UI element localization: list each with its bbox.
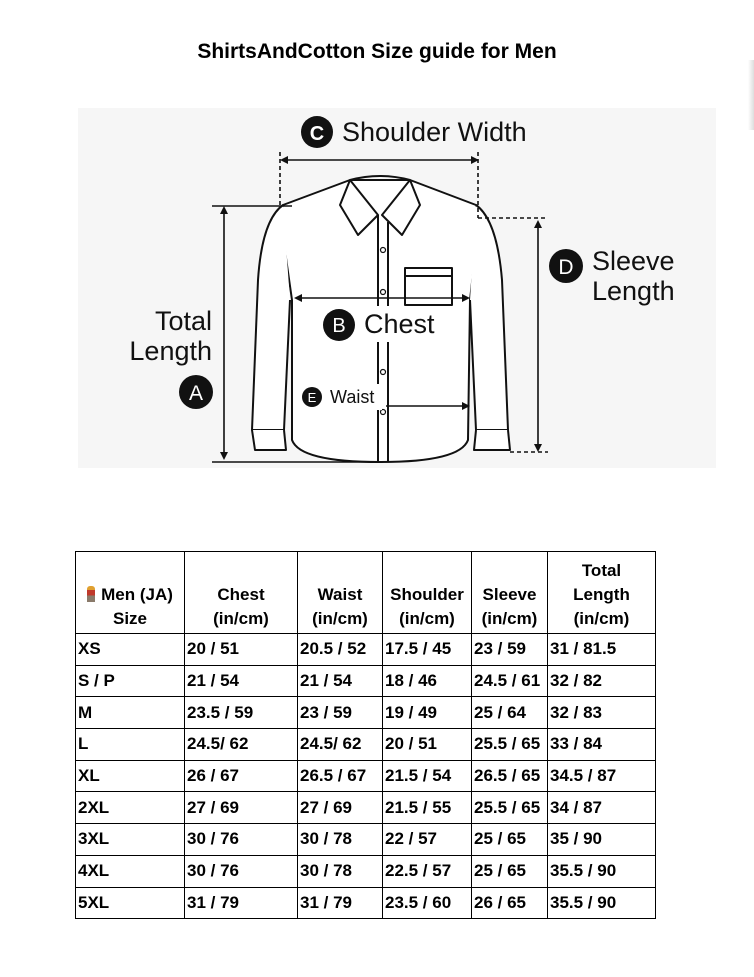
svg-text:Shoulder Width: Shoulder Width	[342, 117, 527, 147]
table-cell: 25.5 / 65	[472, 729, 548, 761]
window-edge-shadow	[748, 60, 754, 130]
table-cell: 25 / 65	[472, 855, 548, 887]
table-cell: 23.5 / 59	[185, 697, 298, 729]
table-header-row	[76, 552, 656, 634]
size-table	[75, 551, 656, 919]
svg-text:Chest: Chest	[364, 309, 435, 339]
table-cell: 26.5 / 65	[472, 760, 548, 792]
label-chest	[318, 306, 442, 342]
table-cell: 31 / 81.5	[548, 634, 656, 666]
svg-text:A: A	[188, 382, 204, 405]
table-cell: 24.5/ 62	[298, 729, 383, 761]
table-cell: 33 / 84	[548, 729, 656, 761]
table-cell: 24.5 / 61	[472, 665, 548, 697]
table-cell: 23 / 59	[298, 697, 383, 729]
table-cell: S / P	[76, 665, 185, 697]
table-row	[76, 792, 656, 824]
table-cell: 30 / 78	[298, 824, 383, 856]
table-row	[76, 887, 656, 919]
table-row	[76, 824, 656, 856]
svg-text:Total: Total	[154, 306, 212, 336]
table-cell: 32 / 82	[548, 665, 656, 697]
svg-text:Waist: Waist	[330, 387, 375, 407]
header-shoulder: Shoulder (in/cm)	[383, 552, 472, 634]
table-row	[76, 729, 656, 761]
header-waist: Waist (in/cm)	[298, 552, 383, 634]
table-cell: 25.5 / 65	[472, 792, 548, 824]
table-cell: 25 / 64	[472, 697, 548, 729]
table-cell: 20.5 / 52	[298, 634, 383, 666]
label-shoulder-width	[301, 116, 527, 148]
table-cell: M	[76, 697, 185, 729]
table-cell: 35 / 90	[548, 824, 656, 856]
header-total-length: Total Length (in/cm)	[548, 552, 656, 634]
header-chest: Chest (in/cm)	[185, 552, 298, 634]
table-cell: 21 / 54	[185, 665, 298, 697]
header-size: Men (JA) Size	[76, 552, 185, 634]
table-cell: 23 / 59	[472, 634, 548, 666]
table-cell: 31 / 79	[185, 887, 298, 919]
table-cell: 30 / 76	[185, 824, 298, 856]
table-cell: 25 / 65	[472, 824, 548, 856]
table-cell: XS	[76, 634, 185, 666]
table-cell: 3XL	[76, 824, 185, 856]
table-row	[76, 760, 656, 792]
svg-text:Length: Length	[129, 336, 212, 366]
table-cell: 19 / 49	[383, 697, 472, 729]
table-cell: 22 / 57	[383, 824, 472, 856]
svg-text:Length: Length	[592, 276, 675, 306]
table-cell: 22.5 / 57	[383, 855, 472, 887]
table-cell: 2XL	[76, 792, 185, 824]
table-cell: 30 / 76	[185, 855, 298, 887]
table-cell: 32 / 83	[548, 697, 656, 729]
table-row	[76, 697, 656, 729]
svg-text:E: E	[307, 390, 317, 405]
table-cell: 18 / 46	[383, 665, 472, 697]
table-cell: 20 / 51	[185, 634, 298, 666]
table-cell: 21.5 / 55	[383, 792, 472, 824]
table-cell: 34.5 / 87	[548, 760, 656, 792]
svg-text:Sleeve: Sleeve	[592, 246, 675, 276]
table-cell: 23.5 / 60	[383, 887, 472, 919]
label-sleeve-length	[549, 246, 675, 306]
svg-text:D: D	[558, 256, 574, 279]
table-cell: 26 / 67	[185, 760, 298, 792]
table-cell: 35.5 / 90	[548, 855, 656, 887]
page-title: ShirtsAndCotton Size guide for Men	[197, 40, 557, 63]
header-sleeve: Sleeve (in/cm)	[472, 552, 548, 634]
table-cell: 5XL	[76, 887, 185, 919]
table-row	[76, 665, 656, 697]
table-cell: 31 / 79	[298, 887, 383, 919]
table-row	[76, 855, 656, 887]
label-total-length	[129, 306, 213, 409]
table-cell: 21 / 54	[298, 665, 383, 697]
table-cell: L	[76, 729, 185, 761]
table-row	[76, 634, 656, 666]
table-cell: 4XL	[76, 855, 185, 887]
table-cell: 27 / 69	[185, 792, 298, 824]
shirt-measurement-diagram	[78, 108, 716, 468]
person-icon	[87, 586, 95, 602]
table-cell: 34 / 87	[548, 792, 656, 824]
table-cell: 26.5 / 67	[298, 760, 383, 792]
table-cell: 35.5 / 90	[548, 887, 656, 919]
table-cell: XL	[76, 760, 185, 792]
table-cell: 17.5 / 45	[383, 634, 472, 666]
table-cell: 21.5 / 54	[383, 760, 472, 792]
label-waist	[300, 384, 382, 410]
svg-text:B: B	[332, 315, 346, 337]
svg-text:C: C	[309, 123, 325, 145]
table-cell: 27 / 69	[298, 792, 383, 824]
table-cell: 20 / 51	[383, 729, 472, 761]
table-cell: 26 / 65	[472, 887, 548, 919]
table-cell: 30 / 78	[298, 855, 383, 887]
table-cell: 24.5/ 62	[185, 729, 298, 761]
